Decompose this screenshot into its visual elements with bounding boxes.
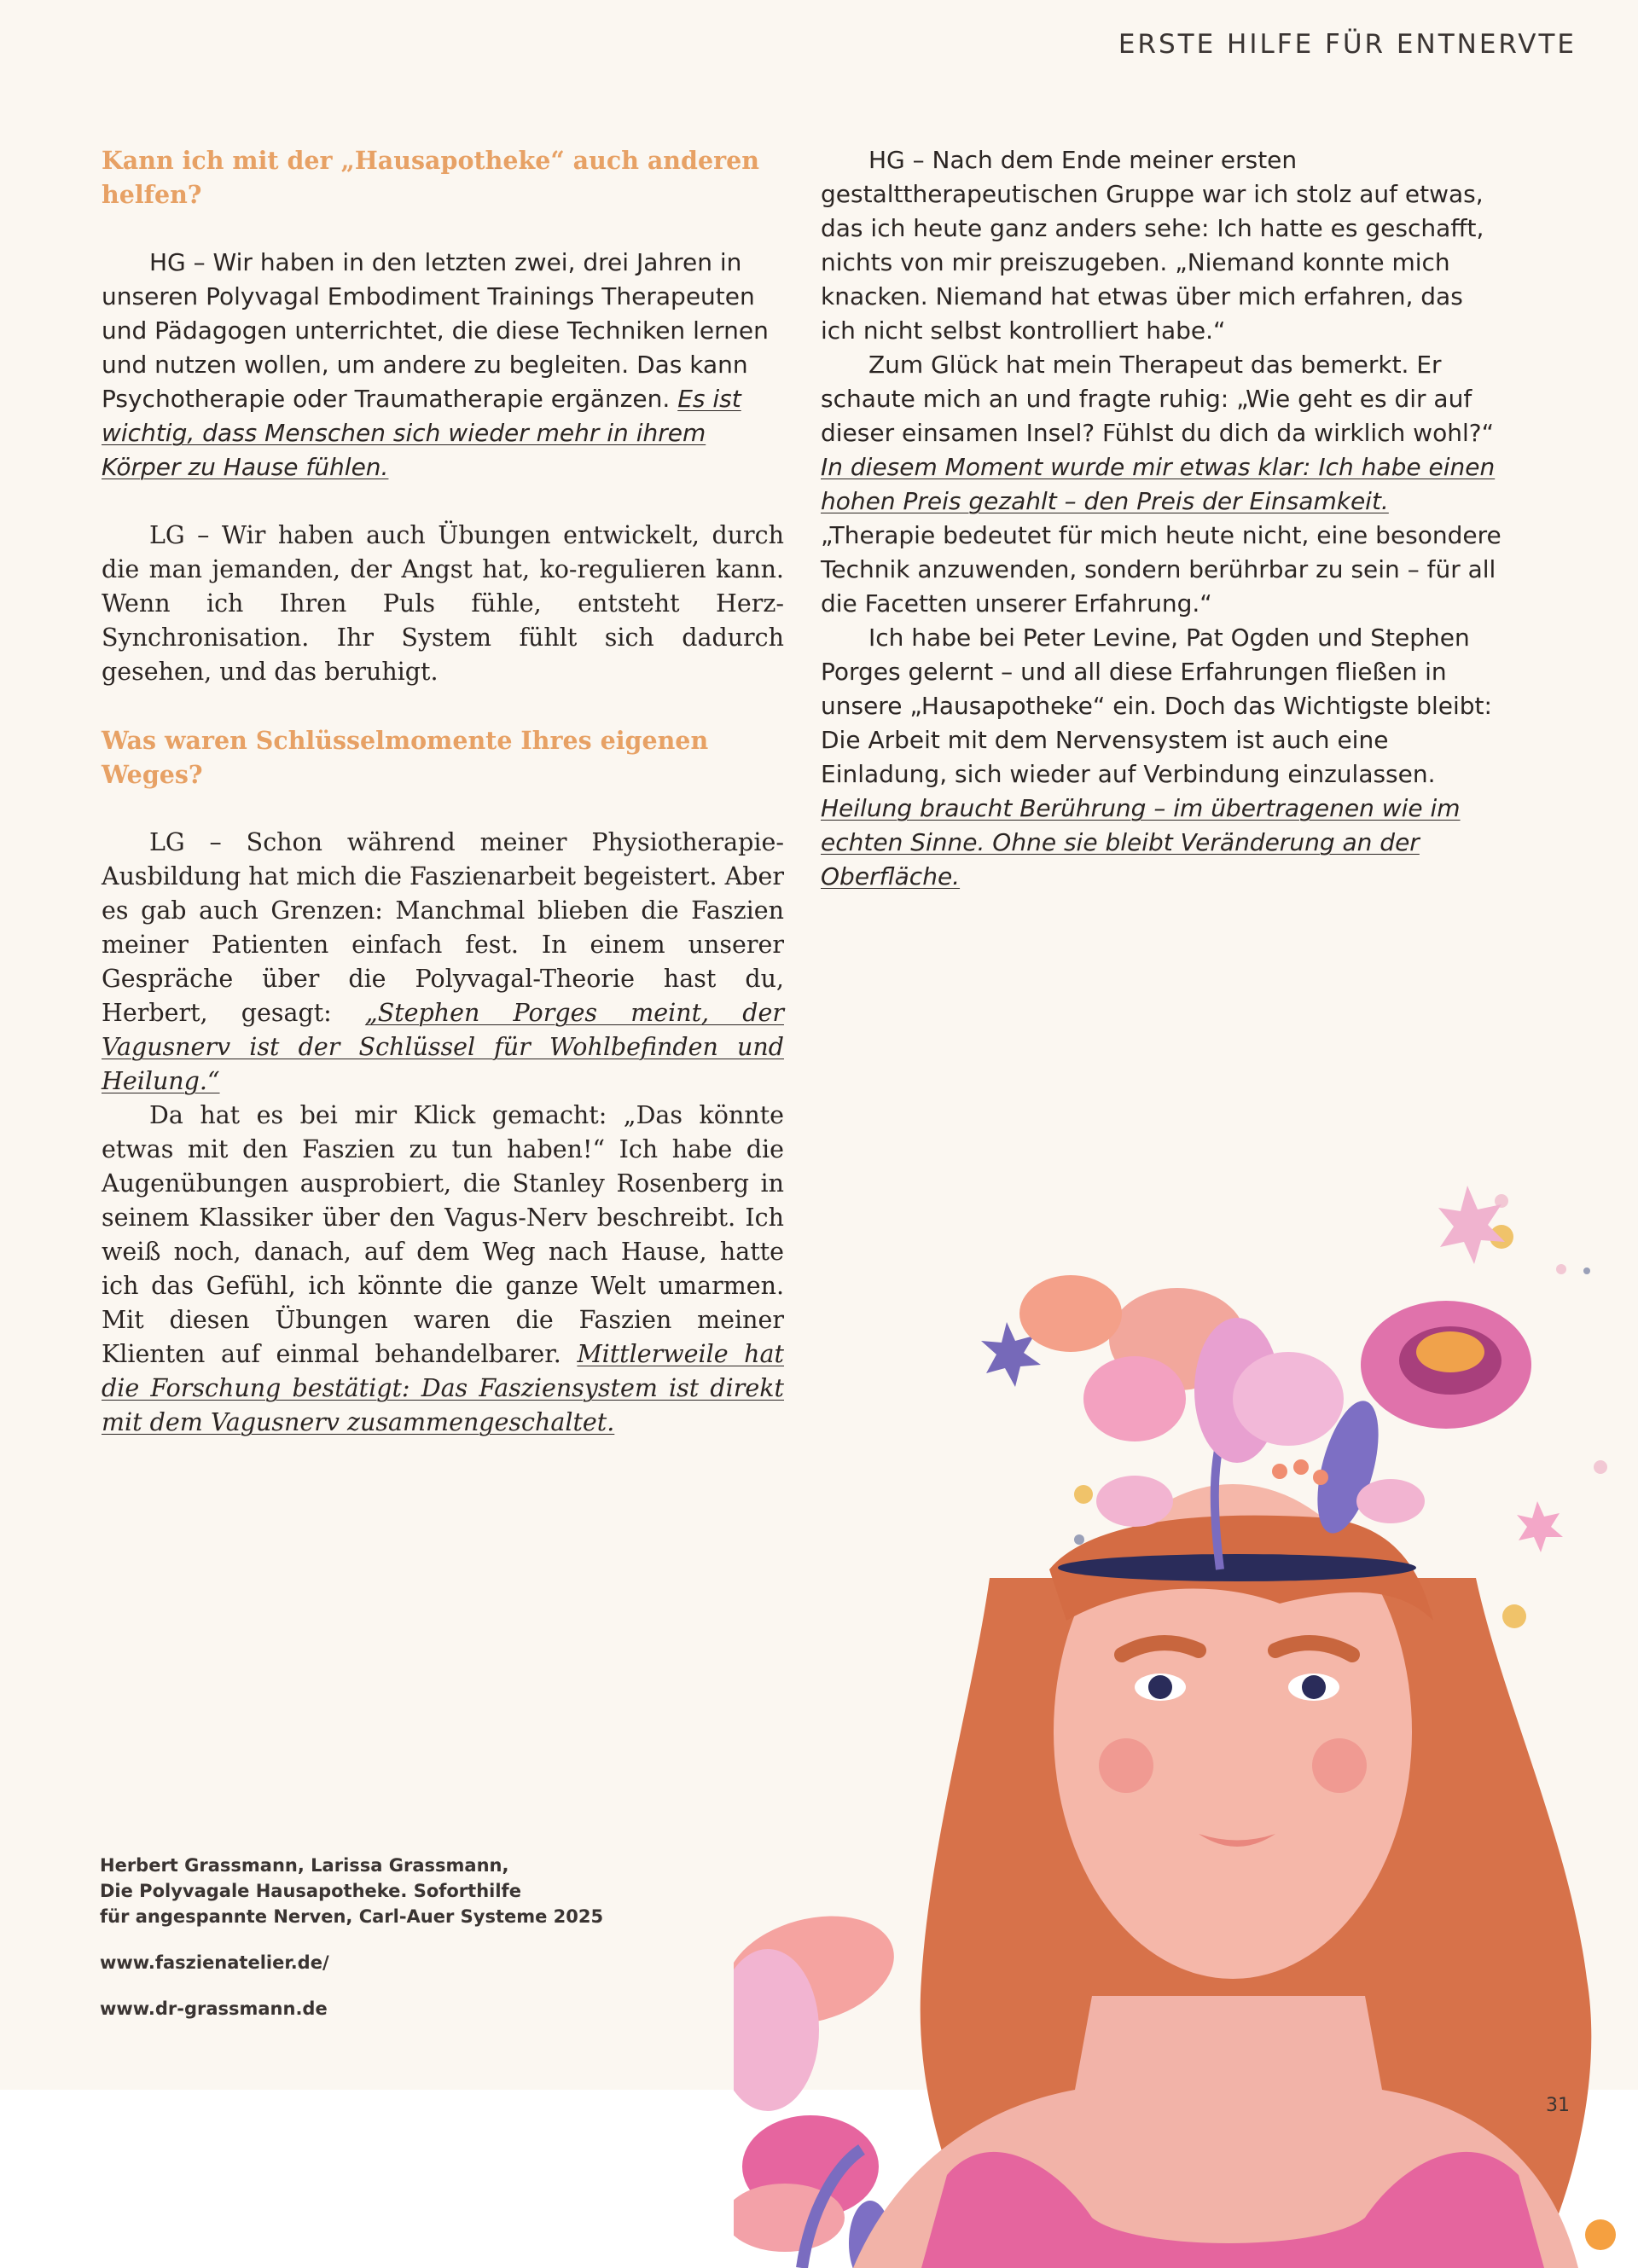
cheek: [1099, 1738, 1153, 1793]
running-head: ERSTE HILFE FÜR ENTNERVTE: [1118, 29, 1577, 60]
flower-petal: [1233, 1352, 1344, 1446]
open-head: [1058, 1554, 1416, 1581]
paragraph-therapeut: [821, 348, 1503, 621]
paragraph-text-tail: „Therapie bedeutet für mich heute nicht, eine besondere Technik anzuwenden, sondern berührbar zu sein – für all die Facetten unserer Erfahrung.“: [821, 521, 1502, 618]
flower-petal: [1019, 1275, 1122, 1352]
pupil: [1148, 1675, 1172, 1699]
woman-flowers-illustration: [734, 1143, 1638, 2268]
berry: [1293, 1459, 1309, 1475]
berry: [1313, 1470, 1328, 1485]
highlight-quote: Es ist wichtig, dass Menschen sich wieder mehr in ihrem Körper zu Hause fühlen.: [102, 385, 741, 481]
decor-dot: [1583, 1267, 1590, 1274]
decor-star: [1438, 1186, 1505, 1264]
book-reference: [100, 1853, 646, 2021]
highlight-quote: Heilung braucht Berührung – im übertragenen wie im echten Sinne. Ohne sie bleibt Veränderung an der Oberfläche.: [821, 794, 1461, 890]
paragraph-text: HG – Wir haben in den letzten zwei, drei Jahren in unseren Polyvagal Embodiment Trainings Therapeuten und Pädagogen unterrichtet, die diese Techniken lernen und nutzen wollen, um andere zu begleiten. Das kann Psychotherapie oder Traumatherapie ergänzen.: [102, 248, 769, 413]
highlight-quote: Mittlerweile hat die Forschung bestätigt: Das Fasziensystem ist direkt mit dem Vagusnerv zusammengeschaltet.: [102, 1340, 784, 1436]
berry: [1272, 1464, 1287, 1479]
book-authors: Herbert Grassmann, Larissa Grassmann,: [100, 1855, 509, 1876]
flower-petal: [1083, 1356, 1186, 1441]
section-heading-schluesselmomente: Was waren Schlüsselmomente Ihres eigenen Weges?: [102, 726, 709, 789]
decor-dot: [1074, 1485, 1093, 1504]
link-dr-grassmann[interactable]: www.dr-grassmann.de: [100, 1998, 328, 2019]
pupil: [1302, 1675, 1326, 1699]
link-faszienatelier[interactable]: www.faszienatelier.de/: [100, 1952, 329, 1973]
decor-dot: [1074, 1534, 1084, 1545]
decor-dot: [1585, 2219, 1616, 2250]
highlight-quote: In diesem Moment wurde mir etwas klar: Ich habe einen hohen Preis gezahlt – den Preis der Einsamkeit.: [821, 453, 1496, 515]
decor-dot: [1594, 1460, 1607, 1474]
decor-dot: [1502, 1604, 1526, 1628]
page-number: 31: [1546, 2095, 1570, 2116]
right-column: [821, 143, 1503, 894]
paragraph-lg-faszien: [102, 826, 784, 1099]
decor-star: [1517, 1501, 1563, 1552]
paragraph-levine: [821, 621, 1503, 894]
book-title: Die Polyvagale Hausapotheke. Soforthilfe: [100, 1881, 521, 1901]
left-column: [102, 143, 784, 1440]
paragraph-text: Da hat es bei mir Klick gemacht: „Das könnte etwas mit den Faszien zu tun haben!“ Ich habe die Augenübungen ausprobiert, die Stanley Rosenberg in seinem Klassiker über den Vagus-Nerv beschreibt. Ich weiß noch, danach, auf dem Weg nach Hause, hatte ich das Gefühl, ich könnte die ganze Welt umarmen. Mit diesen Übungen waren die Faszien meiner Klienten auf einmal behandelbarer.: [102, 1101, 784, 1368]
paragraph-hg-training: [102, 246, 784, 484]
book-publisher: für angespannte Nerven, Carl-Auer Systeme 2025: [100, 1906, 604, 1927]
highlight-quote: „Stephen Porges meint, der Vagusnerv ist der Schlüssel für Wohlbefinden und Heilung.“: [102, 999, 784, 1095]
paragraph-hg-gestalt: HG – Nach dem Ende meiner ersten gestalttherapeutischen Gruppe war ich stolz auf etwas, das ich heute ganz anders sehe: Ich hatte es geschafft, nichts von mir preiszugeben. „Niemand konnte mich knacken. Niemand hat etwas über mich erfahren, das ich nicht selbst kontrolliert habe.“: [821, 146, 1484, 345]
decor-dot: [1556, 1264, 1566, 1274]
paragraph-text: Zum Glück hat mein Therapeut das bemerkt. Er schaute mich an und fragte ruhig: „Wie geht es dir auf dieser einsamen Insel? Fühlst du dich da wirklich wohl?“: [821, 351, 1495, 447]
flower-center: [1416, 1331, 1484, 1372]
leaf: [1356, 1479, 1425, 1523]
cheek: [1312, 1738, 1367, 1793]
paragraph-lg-uebungen: LG – Wir haben auch Übungen entwickelt, durch die man jemanden, der Angst hat, ko-regulieren kann. Wenn ich Ihren Puls fühle, entsteht Herz-Synchronisation. Ihr System fühlt sich dadurch gesehen, und das beruhigt.: [102, 521, 784, 686]
section-heading-hausapotheke: Kann ich mit der „Hausapotheke“ auch anderen helfen?: [102, 146, 759, 209]
paragraph-klick: [102, 1099, 784, 1440]
paragraph-text: Ich habe bei Peter Levine, Pat Ogden und Stephen Porges gelernt – und all diese Erfahrungen fließen in unsere „Hausapotheke“ ein. Doch das Wichtigste bleibt: Die Arbeit mit dem Nervensystem ist auch eine Einladung, sich wieder auf Verbindung einzulassen.: [821, 624, 1492, 788]
paragraph-text: LG – Schon während meiner Physiotherapie-Ausbildung hat mich die Faszienarbeit begeistert. Aber es gab auch Grenzen: Manchmal blieben die Faszien meiner Patienten einfach fest. In einem unserer Gespräche über die Polyvagal-Theorie hast du, Herbert, gesagt:: [102, 828, 784, 1027]
leaf: [1096, 1476, 1173, 1527]
